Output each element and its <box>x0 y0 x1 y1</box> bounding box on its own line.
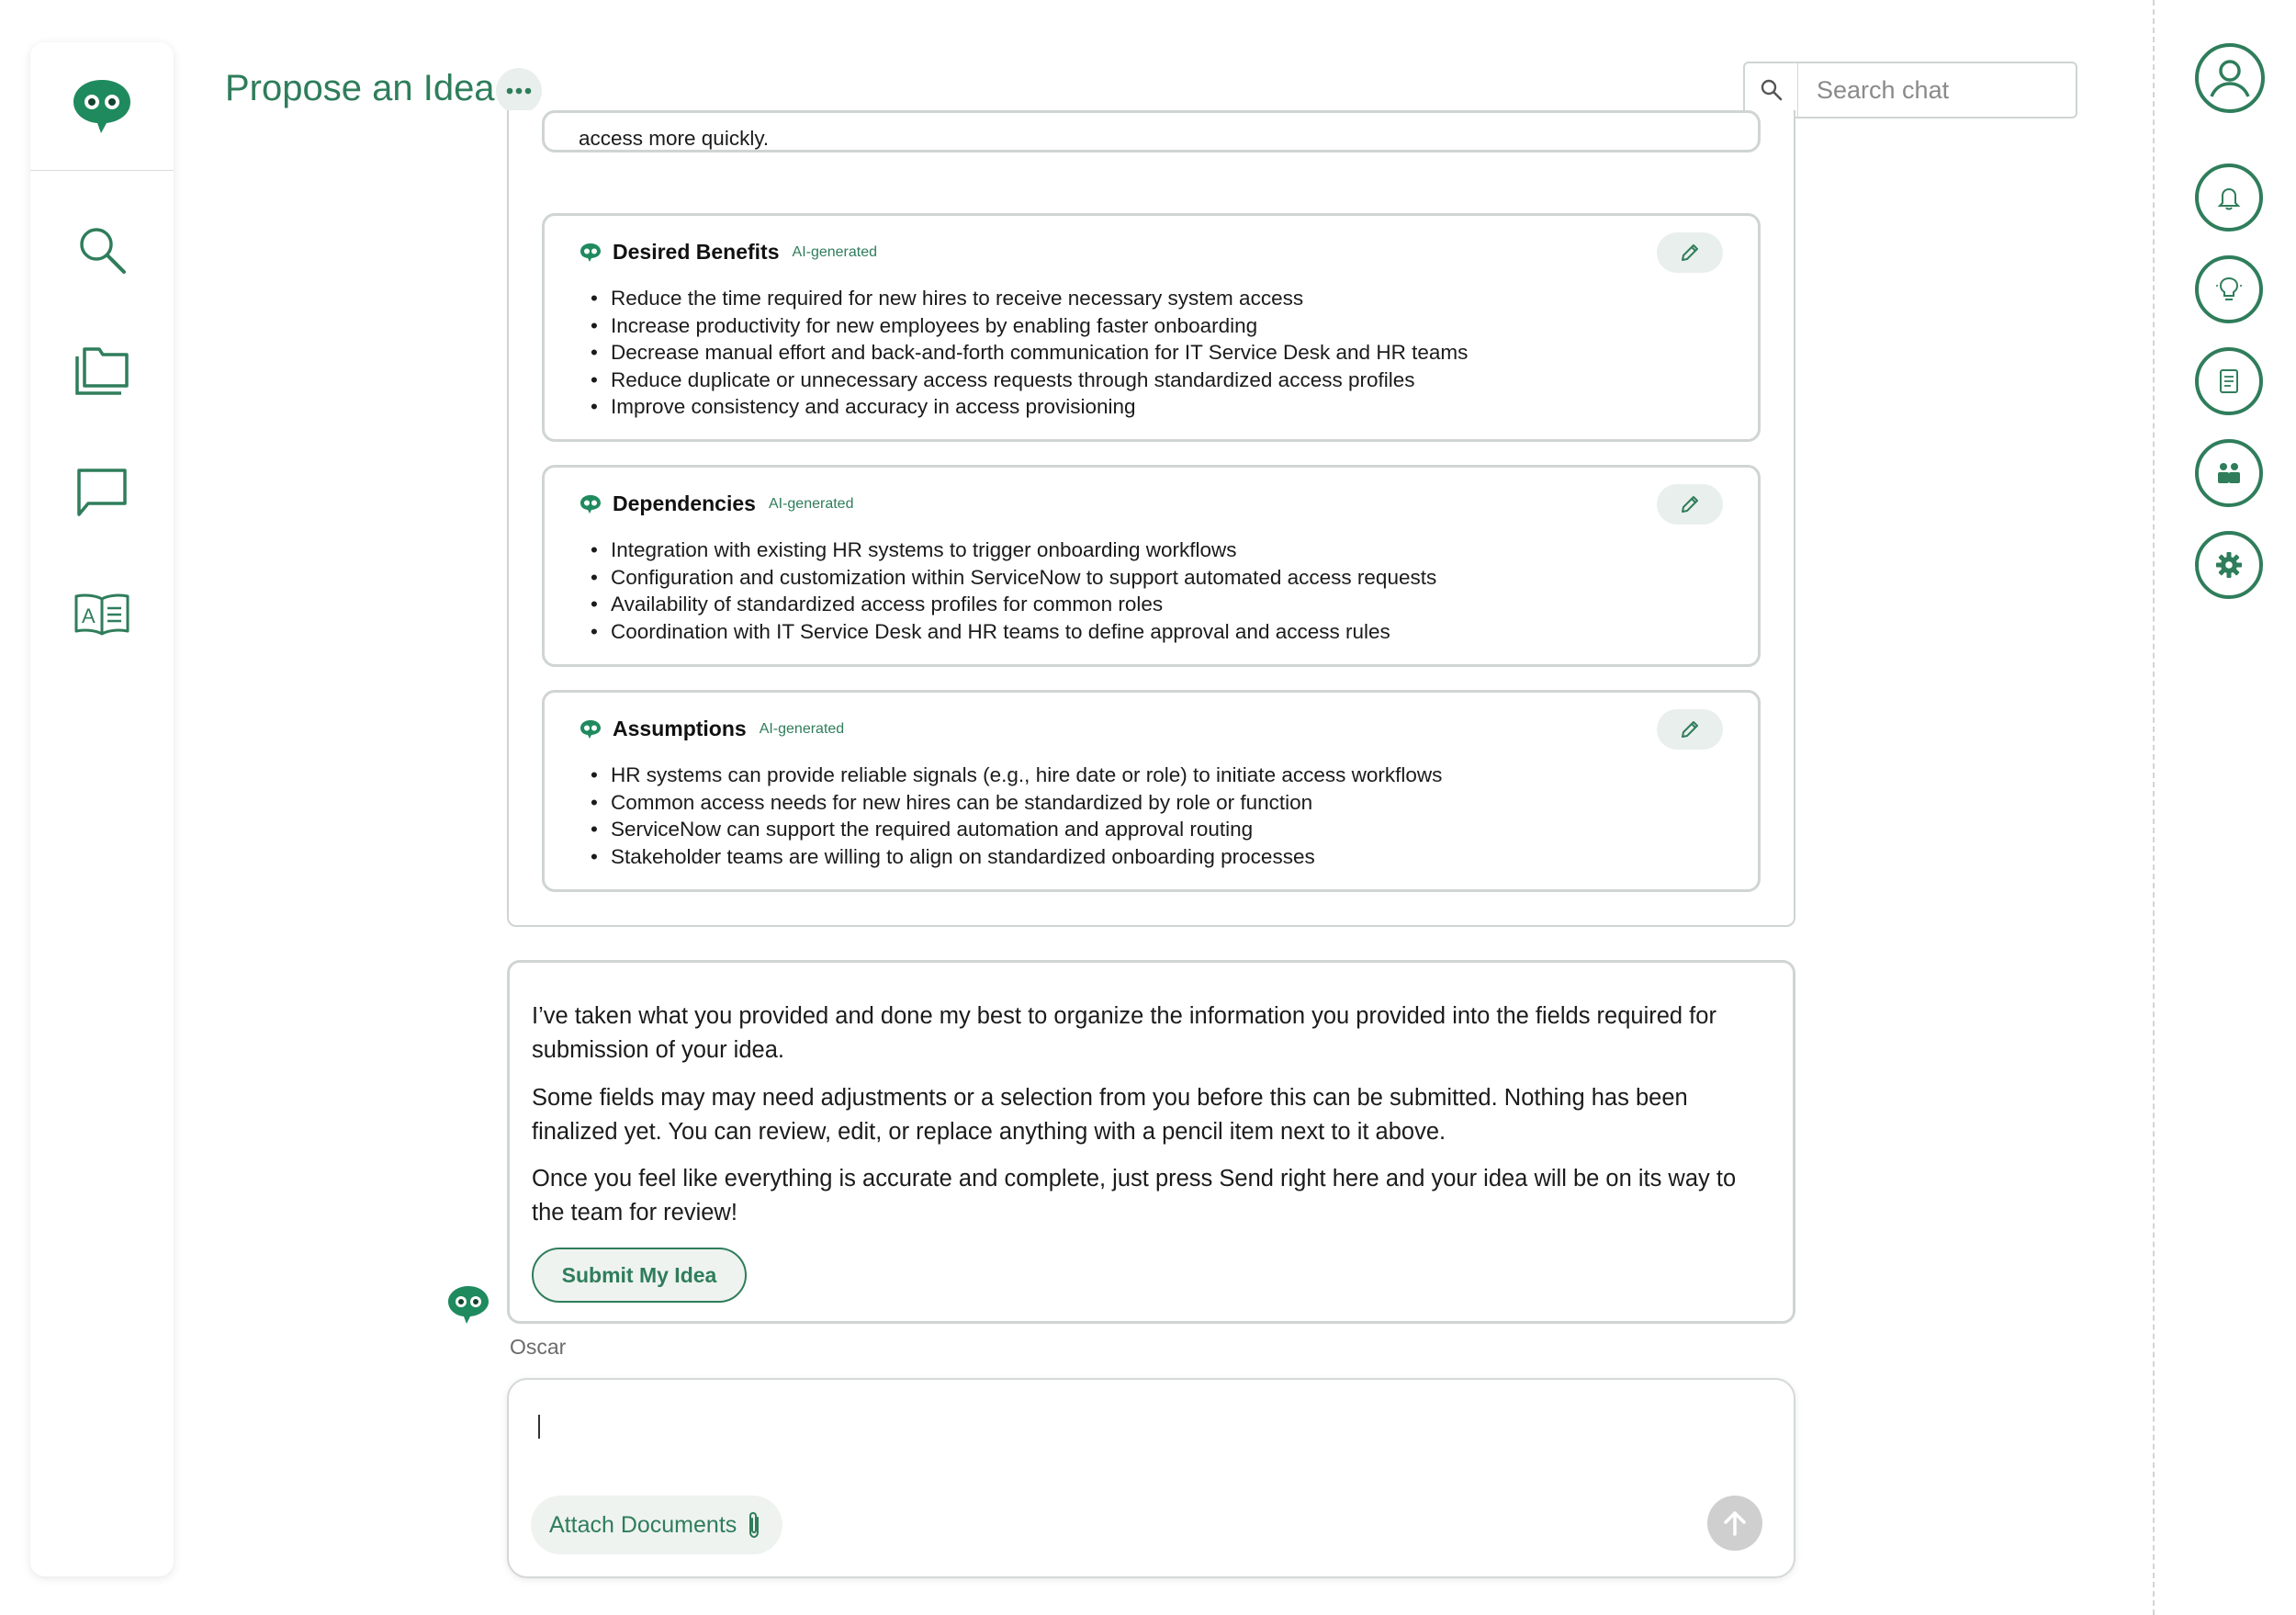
pencil-icon <box>1679 493 1701 515</box>
gear-icon <box>2214 550 2244 580</box>
edit-dependencies-button[interactable] <box>1657 484 1723 525</box>
ai-bot-icon <box>580 243 602 263</box>
section-title: Desired Benefits <box>613 240 780 264</box>
title-more-button[interactable] <box>496 68 542 114</box>
list-item: • Reduce the time required for new hires to receive necessary system access <box>591 285 1468 312</box>
pencil-icon <box>1679 242 1701 264</box>
right-rail-divider <box>2153 0 2155 1615</box>
sidebar-item-chats[interactable] <box>65 456 139 529</box>
section-title: Assumptions <box>613 717 747 740</box>
chat-icon <box>75 467 129 518</box>
submit-idea-button[interactable]: Submit My Idea <box>532 1248 747 1303</box>
svg-text:A: A <box>82 604 96 627</box>
people-icon <box>2214 460 2244 486</box>
pencil-icon <box>1679 718 1701 740</box>
page-title: Propose an Idea <box>225 68 495 108</box>
search-chat-input[interactable] <box>1798 76 2065 105</box>
list-item: • Coordination with IT Service Desk and HR teams to define approval and access rules <box>591 618 1436 646</box>
ai-generated-tag: AI-generated <box>768 495 854 512</box>
list-item: • Stakeholder teams are willing to align on standardized onboarding processes <box>591 843 1442 871</box>
bot-name: Oscar <box>510 1335 567 1359</box>
folder-icon <box>73 345 130 397</box>
list-item: • HR systems can provide reliable signals (e.g., hire date or role) to initiate access workflows <box>591 762 1442 789</box>
bell-icon <box>2215 184 2243 211</box>
attach-documents-button[interactable] <box>531 1496 782 1554</box>
settings-button[interactable] <box>2195 531 2263 599</box>
ai-generated-tag: AI-generated <box>792 243 878 260</box>
oscar-logo-icon <box>70 76 134 137</box>
ai-bot-icon <box>580 494 602 514</box>
search-chat-icon <box>1745 63 1798 117</box>
oscar-avatar-icon <box>446 1284 490 1327</box>
search-icon <box>76 224 128 276</box>
edit-assumptions-button[interactable] <box>1657 709 1723 750</box>
user-icon <box>2200 49 2259 107</box>
section-list <box>591 285 1468 421</box>
ai-generated-tag: AI-generated <box>759 720 845 737</box>
message-paragraph: Some fields may may need adjustments or a selection from you before this can be submitted. Nothing has been finalized yet. You can review, edit, or replace anything with a pencil item next to it above. <box>532 1085 1688 1145</box>
clipped-section-text: access more quickly. <box>579 127 770 150</box>
ideas-button[interactable] <box>2195 255 2263 323</box>
send-button[interactable] <box>1707 1496 1762 1551</box>
section-title: Dependencies <box>613 491 756 515</box>
section-list <box>591 536 1436 645</box>
people-button[interactable] <box>2195 439 2263 507</box>
list-item: • Improve consistency and accuracy in access provisioning <box>591 393 1468 421</box>
section-dependencies <box>542 465 1761 667</box>
book-icon <box>73 592 130 636</box>
section-desired-benefits <box>542 213 1761 442</box>
section-header <box>580 491 853 516</box>
section-header <box>580 717 844 741</box>
arrow-up-icon <box>1722 1509 1748 1537</box>
list-item: • Decrease manual effort and back-and-forth communication for IT Service Desk and HR teams <box>591 339 1468 367</box>
attach-documents-label: Attach Documents <box>549 1511 737 1538</box>
sidebar-item-search[interactable] <box>65 213 139 287</box>
message-input[interactable] <box>531 1407 1761 1481</box>
list-item: • Increase productivity for new employees by enabling faster onboarding <box>591 312 1468 340</box>
ai-bot-icon <box>580 719 602 740</box>
section-assumptions <box>542 690 1761 892</box>
bot-avatar <box>446 1284 490 1331</box>
profile-button[interactable] <box>2195 43 2265 113</box>
list-item: • Configuration and customization within ServiceNow to support automated access requests <box>591 564 1436 592</box>
message-paragraph: I’ve taken what you provided and done my best to organize the information you provided into the fields required for submission of your idea. <box>532 1003 1716 1063</box>
lightbulb-icon <box>2214 275 2244 304</box>
assistant-message <box>507 960 1795 1324</box>
documents-button[interactable] <box>2195 347 2263 415</box>
message-paragraph: Once you feel like everything is accurate and complete, just press Send right here and your idea will be on its way to the team for review! <box>532 1166 1737 1225</box>
list-item: • Common access needs for new hires can be standardized by role or function <box>591 789 1442 817</box>
list-item: • Availability of standardized access profiles for common roles <box>591 591 1436 618</box>
edit-desired-benefits-button[interactable] <box>1657 232 1723 273</box>
left-sidebar <box>30 42 174 1576</box>
message-composer <box>507 1378 1795 1578</box>
section-header <box>580 240 877 265</box>
list-item: • Reduce duplicate or unnecessary access requests through standardized access profiles <box>591 367 1468 394</box>
document-icon <box>2216 367 2242 395</box>
section-list <box>591 762 1442 870</box>
more-horizontal-icon <box>505 87 533 95</box>
paperclip-icon <box>746 1510 762 1540</box>
sidebar-item-folders[interactable] <box>65 334 139 408</box>
logo-area <box>30 42 174 171</box>
list-item: • ServiceNow can support the required automation and approval routing <box>591 816 1442 843</box>
list-item: • Integration with existing HR systems to trigger onboarding workflows <box>591 536 1436 564</box>
sidebar-item-knowledge[interactable] <box>65 577 139 650</box>
notifications-button[interactable] <box>2195 164 2263 232</box>
